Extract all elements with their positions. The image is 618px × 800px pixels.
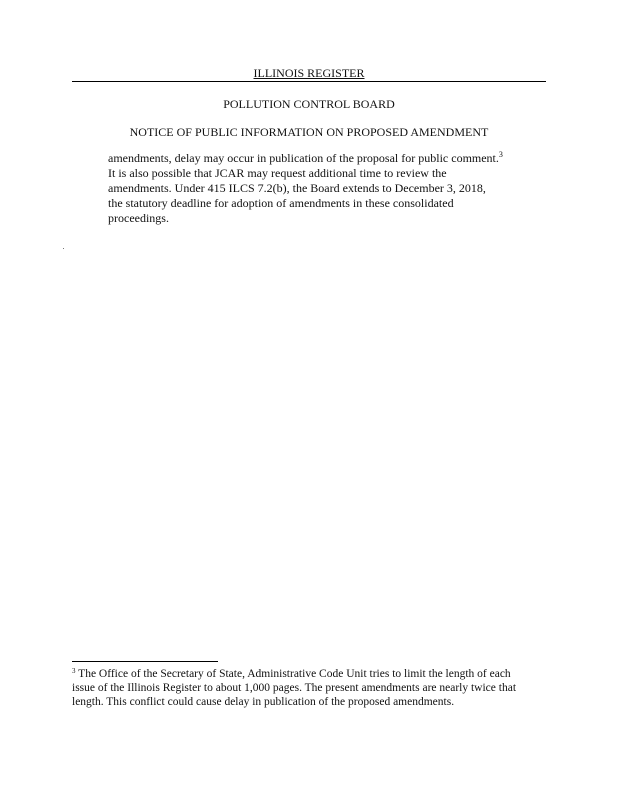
body-line: proceedings. [108, 211, 169, 225]
body-line: It is also possible that JCAR may request additional time to review the [108, 166, 447, 180]
agency-heading: POLLUTION CONTROL BOARD [223, 97, 395, 111]
footnote-divider [72, 661, 218, 662]
body-paragraph [108, 151, 528, 226]
notice-title: NOTICE OF PUBLIC INFORMATION ON PROPOSED AMENDMENT [129, 125, 489, 139]
body-line: the statutory deadline for adoption of amendments in these consolidated [108, 196, 454, 210]
footnote-marker: 3 [72, 667, 76, 675]
footnote-line: length. This conflict could cause delay in publication of the proposed amendments. [72, 696, 455, 708]
footnote-reference: 3 [498, 150, 503, 159]
register-title: ILLINOIS REGISTER [253, 66, 365, 80]
footnote [72, 667, 552, 709]
footnote-line [72, 667, 552, 681]
body-line: amendments. Under 415 ILCS 7.2(b), the Board extends to December 3, 2018, [108, 181, 486, 195]
scan-speck [63, 248, 64, 249]
footnote-line-text: The Office of the Secretary of State, Administrative Code Unit tries to limit the length of each [75, 668, 511, 680]
header-divider [72, 81, 546, 82]
body-line [108, 151, 528, 166]
body-line-text: amendments, delay may occur in publication of the proposal for public comment. [108, 151, 499, 165]
footnote-line: issue of the Illinois Register to about 1,000 pages. The present amendments are nearly twice that [72, 682, 517, 694]
